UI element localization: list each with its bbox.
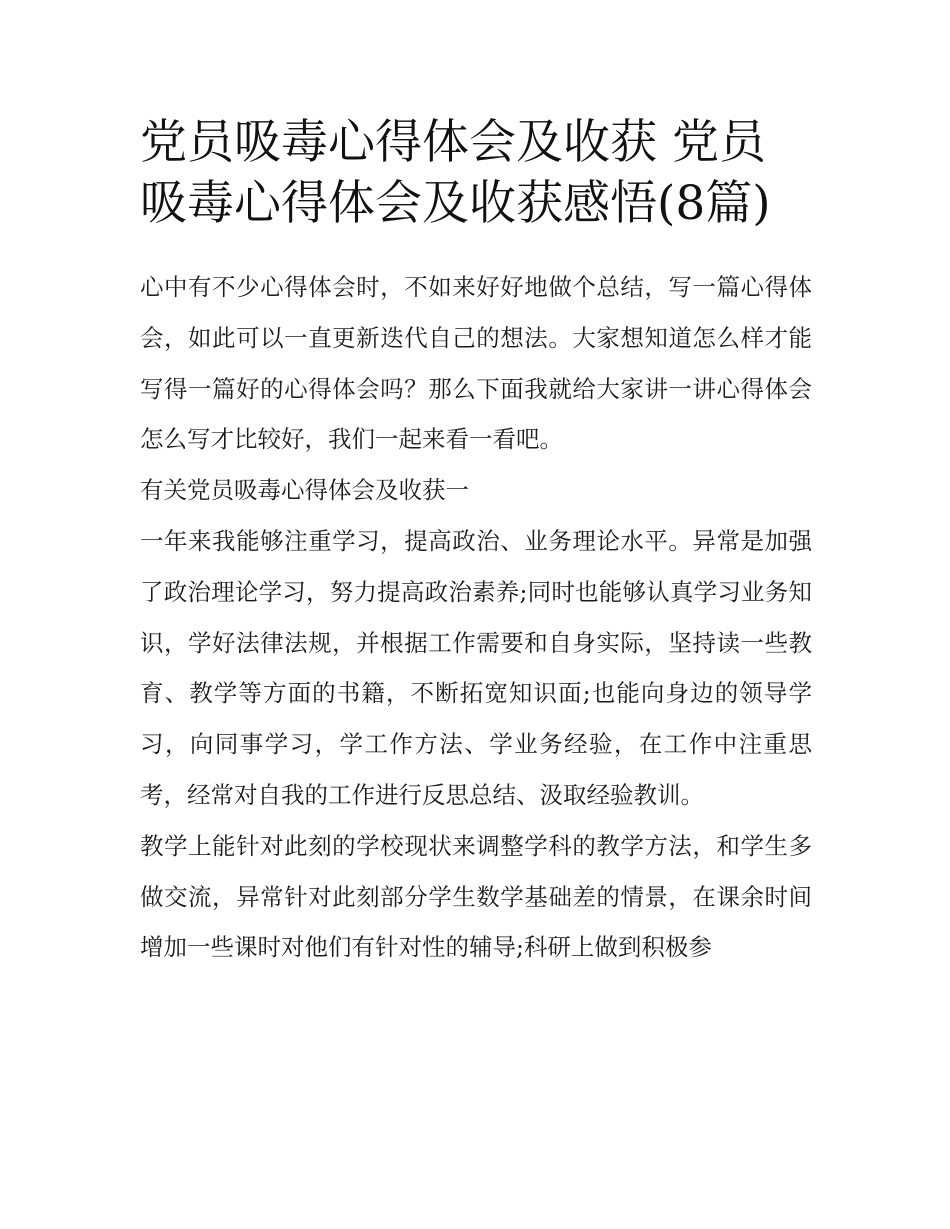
document-title: 党员吸毒心得体会及收获 党员吸毒心得体会及收获感悟(8篇) [140,115,771,231]
paragraph-study: 一年来我能够注重学习，提高政治、业务理论水平。异常是加强了政治理论学习，努力提高政治素养;同时也能够认真学习业务知识，学好法律法规，并根据工作需要和自身实际，坚持读一些教育、教学等方面的书籍，不断拓宽知识面;也能向身边的领导学习，向同事学习，学工作方法、学业务经验，在工作中注重思考，经常对自我的工作进行反思总结、汲取经验教训。 [140,526,812,809]
document-body [140,262,812,973]
paragraph-teaching: 教学上能针对此刻的学校现状来调整学科的教学方法，和学生多做交流，异常针对此刻部分学生数学基础差的情景，在课余时间增加一些课时对他们有针对性的辅导;科研上做到积极参 [140,831,812,962]
section-heading: 有关党员吸毒心得体会及收获一 [140,476,469,505]
paragraph-intro: 心中有不少心得体会时，不如来好好地做个总结，写一篇心得体会，如此可以一直更新迭代自己的想法。大家想知道怎么样才能写得一篇好的心得体会吗？那么下面我就给大家讲一讲心得体会怎么写才比较好，我们一起来看一看吧。 [140,273,812,454]
document-page [140,112,812,973]
